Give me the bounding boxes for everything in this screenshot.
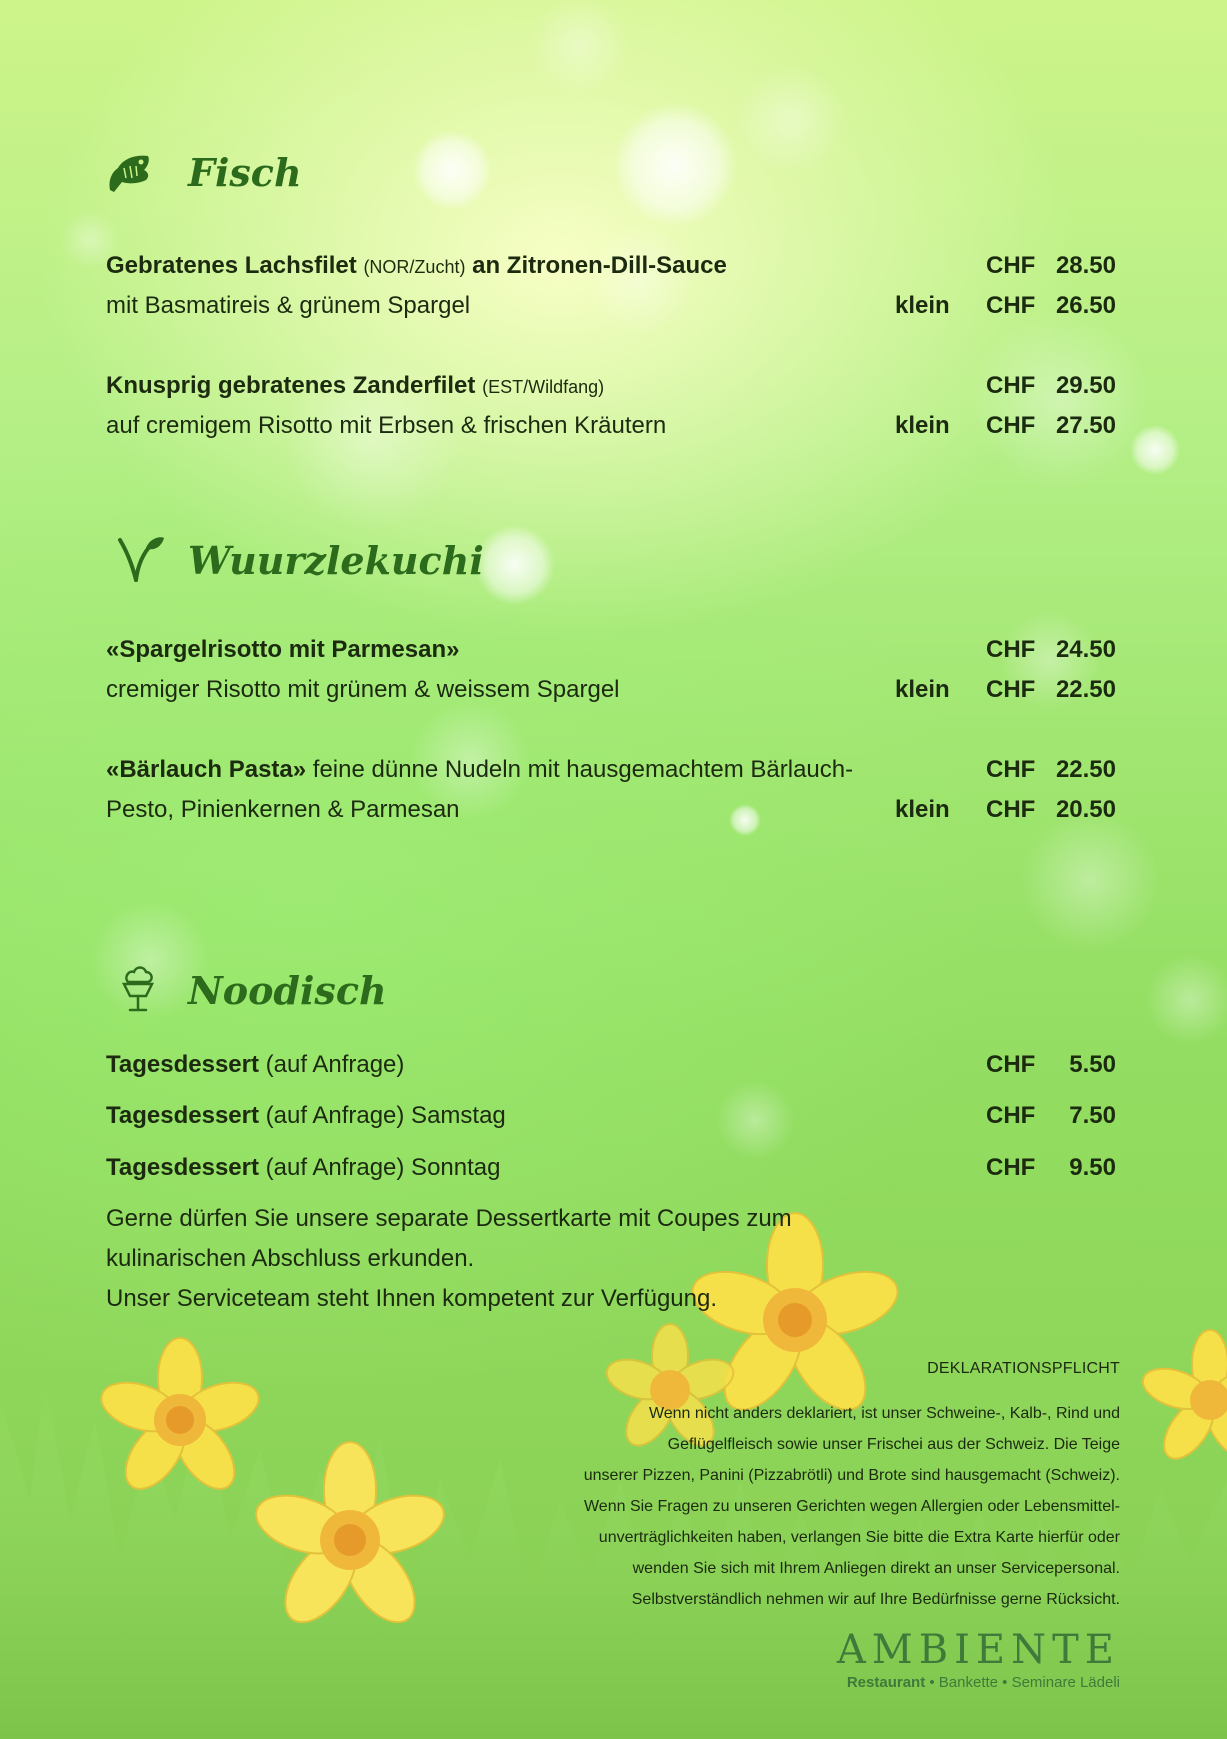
declaration-line: Wenn Sie Fragen zu unseren Gerichten wegen Allergien oder Lebensmittel- (583, 1498, 1120, 1515)
sprout-icon (116, 534, 166, 584)
currency-label: CHF (986, 796, 1036, 823)
dish-name: Tagesdessert (106, 1154, 259, 1181)
menu-item-row (106, 750, 1116, 790)
fish-icon (104, 150, 156, 196)
currency-label: CHF (986, 1102, 1036, 1129)
section-title-fisch: Fisch (188, 150, 302, 195)
dessert-note (106, 1199, 792, 1319)
brand-tagline-rest: • Bankette • Seminare Lädeli (929, 1674, 1120, 1691)
currency-label: CHF (986, 1051, 1036, 1078)
size-label: klein (895, 292, 950, 319)
size-label: klein (895, 796, 950, 823)
menu-item-row (106, 246, 1116, 286)
dish-name: «Bärlauch Pasta» (106, 756, 307, 783)
dish-price: 22.50 (1055, 756, 1116, 783)
currency-label: CHF (986, 636, 1036, 663)
dish-name: Gebratenes Lachsfilet (106, 252, 357, 279)
declaration-line: unverträglichkeiten haben, verlangen Sie bitte die Extra Karte hierfür oder (598, 1529, 1120, 1546)
currency-label: CHF (986, 412, 1036, 439)
dish-line (106, 750, 853, 790)
section-title-noodisch: Noodisch (188, 968, 387, 1013)
currency-label: CHF (986, 756, 1036, 783)
dish-description: feine dünne Nudeln mit hausgemachtem Bärlauch- (312, 756, 854, 783)
dish-description: auf cremigem Risotto mit Erbsen & frischen Kräutern (106, 412, 667, 439)
menu-item-row (106, 1096, 1116, 1136)
dish-name: Tagesdessert (106, 1051, 259, 1078)
bokeh-light (412, 130, 492, 210)
dish-line (106, 1045, 404, 1085)
dish-price-small: 26.50 (1055, 292, 1116, 319)
bokeh-light (613, 103, 737, 227)
dish-note: (auf Anfrage) Sonntag (265, 1154, 501, 1181)
brand-tagline-bold: Restaurant (846, 1674, 926, 1691)
bokeh-light (1145, 955, 1227, 1045)
currency-label: CHF (986, 252, 1036, 279)
daffodil-flower (1138, 1330, 1227, 1467)
bokeh-light (735, 65, 845, 175)
dish-description: Pesto, Pinienkernen & Parmesan (106, 796, 460, 823)
dish-name: «Spargelrisotto mit Parmesan» (106, 636, 460, 663)
dish-description: mit Basmatireis & grünem Spargel (106, 292, 471, 319)
menu-item-row (106, 286, 1116, 326)
section-title-wuurzlekuchi: Wuurzlekuchi (188, 538, 484, 583)
menu-item-row (106, 366, 1116, 406)
dish-price: 29.50 (1055, 372, 1116, 399)
menu-item-row (106, 790, 1116, 830)
dish-origin: (NOR/Zucht) (363, 257, 466, 277)
menu-item-row (106, 1148, 1116, 1188)
bokeh-light (1020, 810, 1160, 950)
dish-suffix: an Zitronen-Dill-Sauce (472, 252, 727, 279)
dish-line (106, 1148, 500, 1188)
menu-item-row (106, 630, 1116, 670)
dish-price: 9.50 (1069, 1154, 1116, 1181)
currency-label: CHF (986, 676, 1036, 703)
note-line: Unser Serviceteam steht Ihnen kompetent zur Verfügung. (106, 1285, 718, 1312)
dish-price-small: 27.50 (1055, 412, 1116, 439)
dish-note: (auf Anfrage) Samstag (265, 1102, 506, 1129)
declaration-line: Selbstverständlich nehmen wir auf Ihre Bedürfnisse gerne Rücksicht. (631, 1591, 1120, 1608)
note-line: kulinarischen Abschluss erkunden. (106, 1245, 475, 1272)
dish-line (106, 246, 727, 287)
declaration-line: unserer Pizzen, Panini (Pizzabrötli) und Brote sind hausgemacht (Schweiz). (583, 1467, 1120, 1484)
currency-label: CHF (986, 1154, 1036, 1181)
dish-price: 24.50 (1055, 636, 1116, 663)
declaration-line: Geflügelfleisch sowie unser Frischei aus der Schweiz. Die Teige (667, 1436, 1120, 1453)
bokeh-light (475, 525, 555, 605)
bokeh-light (530, 0, 630, 95)
dish-price: 7.50 (1069, 1102, 1116, 1129)
dish-name: Tagesdessert (106, 1102, 259, 1129)
brand-logo (837, 1628, 1120, 1694)
declaration-line: Wenn nicht anders deklariert, ist unser Schweine-, Kalb-, Rind und (648, 1405, 1120, 1422)
bokeh-light (1130, 425, 1180, 475)
currency-label: CHF (986, 292, 1036, 319)
dish-price-small: 20.50 (1055, 796, 1116, 823)
declaration-line: wenden Sie sich mit Ihrem Anliegen direkt an unser Servicepersonal. (632, 1560, 1120, 1577)
dish-origin: (EST/Wildfang) (482, 377, 605, 397)
dish-description: cremiger Risotto mit grünem & weissem Spargel (106, 676, 620, 703)
dish-line (106, 366, 604, 407)
currency-label: CHF (986, 372, 1036, 399)
dish-price: 28.50 (1055, 252, 1116, 279)
dish-price-small: 22.50 (1055, 676, 1116, 703)
declaration-title: DEKLARATIONSPFLICHT (927, 1360, 1120, 1377)
dish-note: (auf Anfrage) (265, 1051, 405, 1078)
menu-item-row (106, 406, 1116, 446)
note-line: Gerne dürfen Sie unsere separate Dessertkarte mit Coupes zum (106, 1205, 792, 1232)
dish-line (106, 1096, 506, 1136)
brand-tagline (837, 1672, 1120, 1694)
dish-name: Knusprig gebratenes Zanderfilet (106, 372, 476, 399)
declaration-text (500, 1398, 1120, 1615)
dish-price: 5.50 (1069, 1051, 1116, 1078)
size-label: klein (895, 676, 950, 703)
menu-item-row (106, 1045, 1116, 1085)
size-label: klein (895, 412, 950, 439)
brand-name: AMBIENTE (836, 1627, 1120, 1673)
daffodil-flower (95, 1338, 265, 1499)
ice-cream-icon (120, 964, 156, 1014)
dish-line (106, 630, 459, 670)
menu-item-row (106, 670, 1116, 710)
